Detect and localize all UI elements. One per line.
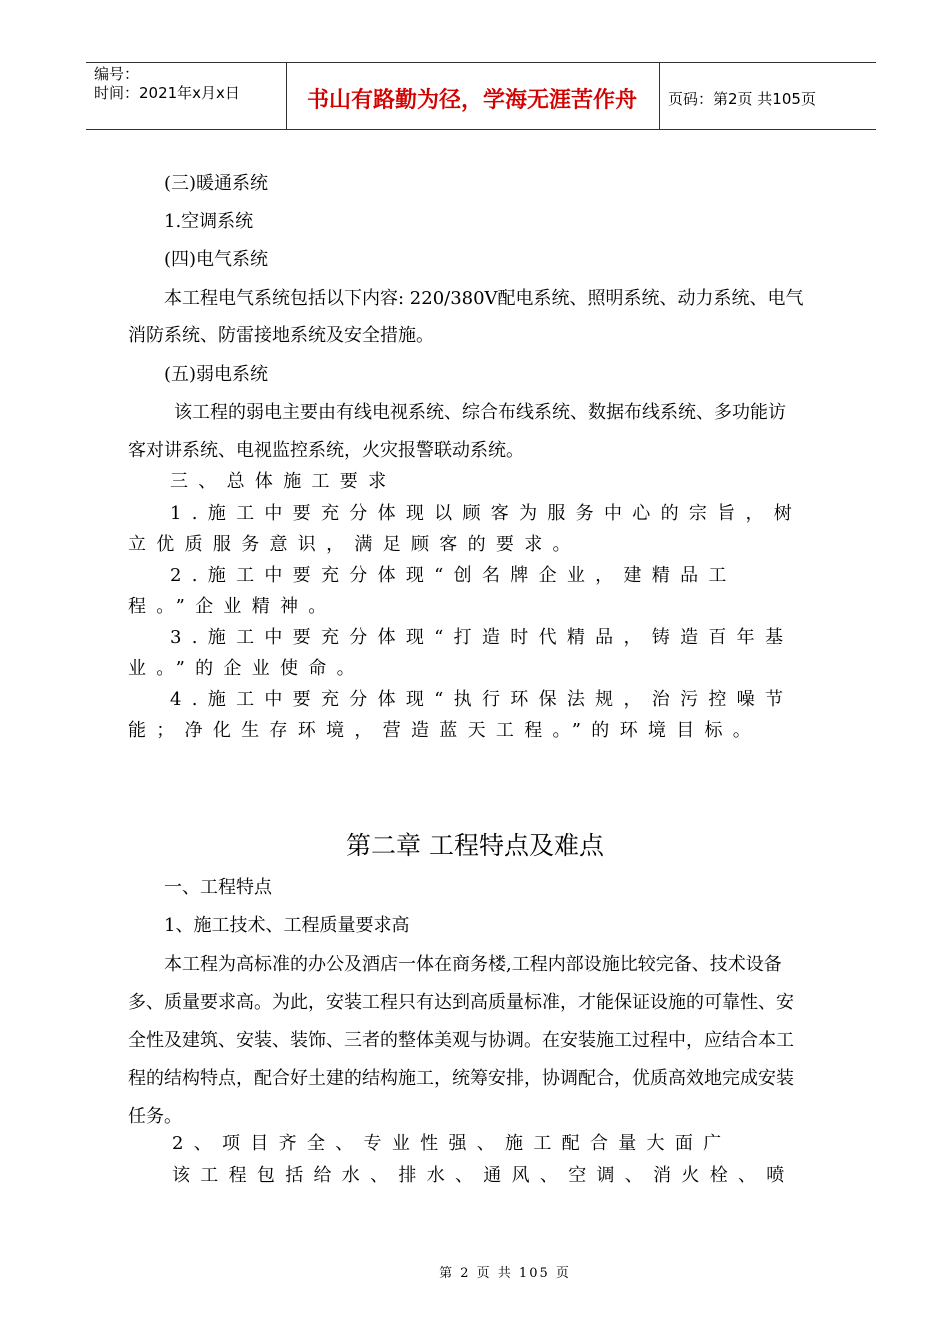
requirement-line: 4.施工中要充分体现“执行环保法规，治污控噪节 <box>170 689 794 710</box>
section-heading: 一、工程特点 <box>164 877 272 898</box>
paragraph-line: 程的结构特点，配合好土建的结构施工，统筹安排，协调配合，优质高效地完成安装 <box>128 1068 794 1089</box>
requirement-line: 程。”企业精神。 <box>128 596 337 617</box>
document-number-label: 编号： <box>94 65 140 83</box>
chapter-title: 第二章 工程特点及难点 <box>346 831 604 860</box>
section-heading: 三、总体施工要求 <box>170 471 397 492</box>
header-meta <box>94 65 284 103</box>
paragraph-line: 消防系统、防雷接地系统及安全措施。 <box>128 325 434 346</box>
subsection-heading: 1.空调系统 <box>164 211 254 232</box>
paragraph-line: 任务。 <box>128 1106 182 1127</box>
paragraph-line: 多、质量要求高。为此，安装工程只有达到高质量标准，才能保证设施的可靠性、安 <box>128 992 794 1013</box>
paragraph-line: 客对讲系统、电视监控系统，火灾报警联动系统。 <box>128 440 524 461</box>
page-footer: 第 2 页 共 105 页 <box>439 1266 571 1281</box>
paragraph-line: 该工程的弱电主要由有线电视系统、综合布线系统、数据布线系统、多功能访 <box>174 402 786 423</box>
section-heading: (四)电气系统 <box>164 249 269 270</box>
paragraph-line: 全性及建筑、安装、装饰、三者的整体美观与协调。在安装施工过程中，应结合本工 <box>128 1030 794 1051</box>
document-date: 时间：2021年x月x日 <box>94 84 240 102</box>
page-header <box>86 62 876 130</box>
requirement-line: 能；净化生存环境，营造蓝天工程。”的环境目标。 <box>128 720 762 741</box>
paragraph-line: 本工程为高标准的办公及酒店一体在商务楼,工程内部设施比较完备、技术设备 <box>164 954 782 975</box>
requirement-line: 业。”的企业使命。 <box>128 658 365 679</box>
paragraph-line: 该工程包括给水、排水、通风、空调、消火栓、喷 <box>172 1165 795 1186</box>
section-heading: (五)弱电系统 <box>164 364 269 385</box>
header-page-info: 页码：第2页 共105页 <box>668 89 816 108</box>
subsection-heading: 1、施工技术、工程质量要求高 <box>164 915 410 936</box>
requirement-line: 1.施工中要充分体现以顾客为服务中心的宗旨，树 <box>170 503 803 524</box>
header-motto: 书山有路勤为径，学海无涯苦作舟 <box>306 87 637 113</box>
section-heading: (三)暖通系统 <box>164 173 269 194</box>
subsection-heading: 2、项目齐全、专业性强、施工配合量大面广 <box>172 1133 732 1154</box>
requirement-line: 3.施工中要充分体现“打造时代精品，铸造百年基 <box>170 627 794 648</box>
paragraph-line: 本工程电气系统包括以下内容: 220/380V配电系统、照明系统、动力系统、电气 <box>164 288 804 309</box>
header-divider <box>659 63 660 129</box>
requirement-line: 立优质服务意识，满足顾客的要求。 <box>128 534 581 555</box>
requirement-line: 2.施工中要充分体现“创名牌企业，建精品工 <box>170 565 737 586</box>
